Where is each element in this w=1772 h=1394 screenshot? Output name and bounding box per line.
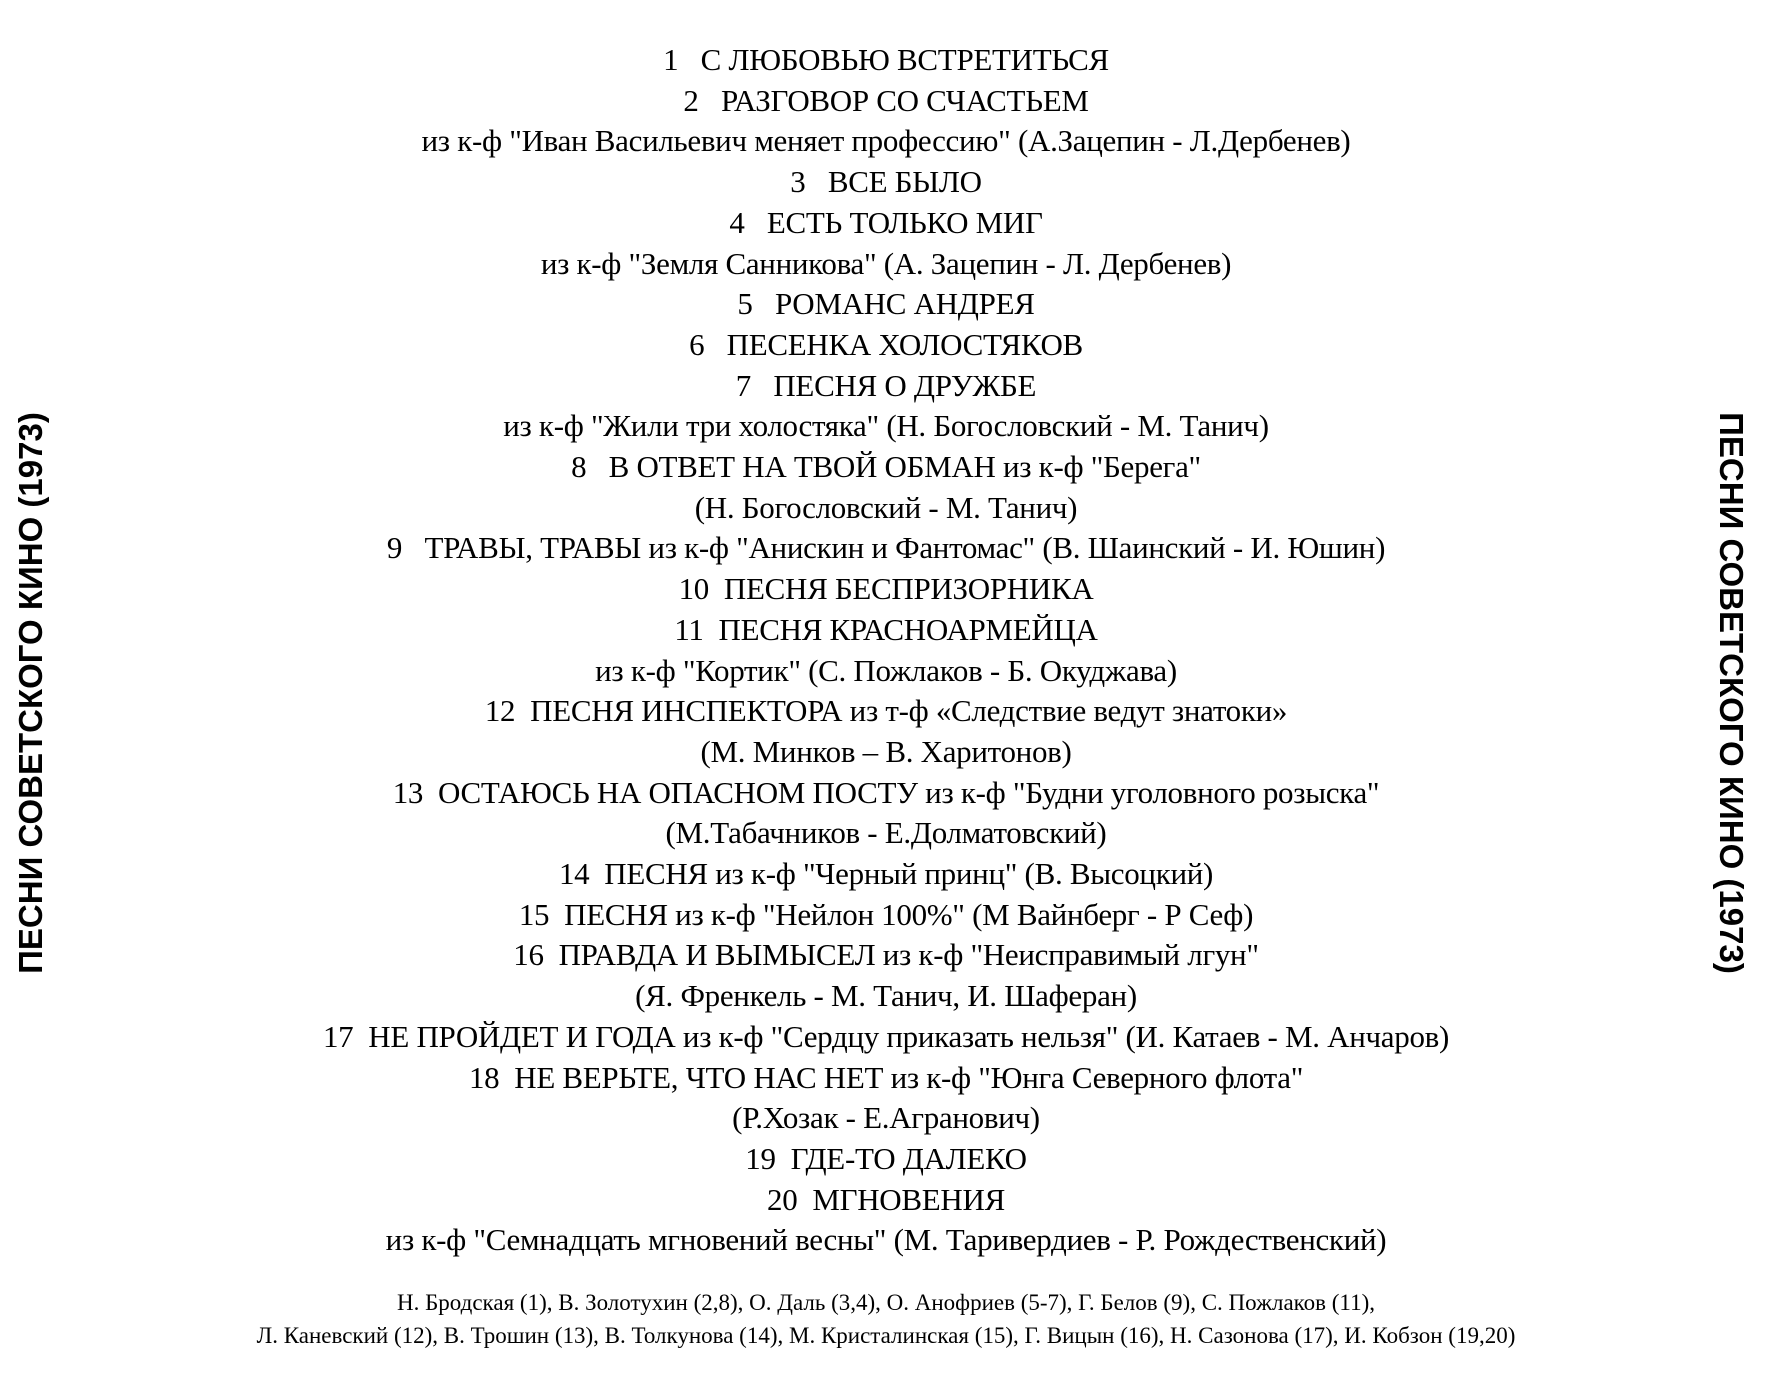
tracklist-line: 9 ТРАВЫ, ТРАВЫ из к-ф "Анискин и Фантомас" (В. Шаинский - И. Юшин): [386, 530, 1386, 566]
tracklist-line: 8 В ОТВЕТ НА ТВОЙ ОБМАН из к-ф "Берега": [571, 449, 1201, 485]
tracklist-line: из к-ф "Земля Санникова" (А. Зацепин - Л. Дербенев): [540, 245, 1232, 281]
tracklist-line: 4 ЕСТЬ ТОЛЬКО МИГ: [729, 204, 1043, 240]
tracklist-line: (Р.Хозак - Е.Агранович): [732, 1100, 1040, 1136]
tracklist-line: из к-ф "Семнадцать мгновений весны" (М. Таривердиев - Р. Рождественский): [385, 1222, 1387, 1258]
tracklist-line: 10 ПЕСНЯ БЕСПРИЗОРНИКА: [678, 571, 1094, 607]
tracklist: [0, 40, 1772, 1261]
tracklist-line: 7 ПЕСНЯ О ДРУЖБЕ: [735, 367, 1037, 403]
tracklist-line: 11 ПЕСНЯ КРАСНОАРМЕЙЦА: [674, 611, 1098, 647]
tracklist-line: 12 ПЕСНЯ ИНСПЕКТОРА из т-ф «Следствие ведут знатоки»: [484, 693, 1288, 729]
tracklist-line: 6 ПЕСЕНКА ХОЛОСТЯКОВ: [689, 326, 1083, 362]
tracklist-line: 1 С ЛЮБОВЬЮ ВСТРЕТИТЬСЯ: [663, 42, 1109, 77]
tracklist-line: из к-ф "Иван Васильевич меняет профессию" (А.Зацепин - Л.Дербенев): [421, 123, 1351, 159]
tracklist-line: 3 ВСЕ БЫЛО: [790, 164, 982, 200]
tracklist-line: 14 ПЕСНЯ из к-ф "Черный принц" (В. Высоцкий): [558, 856, 1214, 892]
tracklist-line: (Я. Френкель - М. Танич, И. Шаферан): [635, 978, 1137, 1014]
performers-line: Н. Бродская (1), В. Золотухин (2,8), О. Даль (3,4), О. Анофриев (5-7), Г. Белов (9), С. Пожлаков (11),: [396, 1290, 1375, 1315]
tracklist-line: из к-ф "Кортик" (С. Пожлаков - Б. Окуджава): [595, 652, 1177, 688]
tracklist-line: из к-ф "Жили три холостяка" (Н. Богословский - М. Танич): [503, 408, 1269, 444]
tracklist-line: 13 ОСТАЮСЬ НА ОПАСНОМ ПОСТУ из к-ф "Будни уголовного розыска": [392, 774, 1380, 810]
spine-title-left: ПЕСНИ СОВЕТСКОГО КИНО (1973): [12, 412, 49, 974]
spine-title-right: ПЕСНИ СОВЕТСКОГО КИНО (1973): [1713, 412, 1750, 974]
tracklist-line: 20 МГНОВЕНИЯ: [767, 1181, 1005, 1217]
performers-line: Л. Каневский (12), В. Трошин (13), В. Толкунова (14), М. Кристалинская (15), Г. Вицын (16), Н. Сазонова (17), И. Кобзон (19,20): [256, 1323, 1516, 1348]
tracklist-line: (М.Табачников - Е.Долматовский): [665, 815, 1107, 851]
tracklist-line: (М. Минков – В. Харитонов): [700, 733, 1072, 769]
performers-credits: [0, 1286, 1772, 1352]
tracklist-line: 19 ГДЕ-ТО ДАЛЕКО: [745, 1140, 1027, 1176]
tracklist-line: 5 РОМАНС АНДРЕЯ: [737, 286, 1035, 322]
tracklist-line: (Н. Богословский - М. Танич): [694, 489, 1078, 525]
tracklist-line: 17 НЕ ПРОЙДЕТ И ГОДА из к-ф "Сердцу приказать нельзя" (И. Катаев - М. Анчаров): [322, 1018, 1450, 1054]
tracklist-line: 16 ПРАВДА И ВЫМЫСЕЛ из к-ф "Неисправимый лгун": [513, 937, 1259, 973]
tracklist-line: 18 НЕ ВЕРЬТЕ, ЧТО НАС НЕТ из к-ф "Юнга Северного флота": [468, 1059, 1304, 1095]
tracklist-line: 15 ПЕСНЯ из к-ф "Нейлон 100%" (М Вайнберг - Р Сеф): [518, 896, 1254, 932]
tracklist-line: 2 РАЗГОВОР СО СЧАСТЬЕМ: [683, 82, 1089, 118]
